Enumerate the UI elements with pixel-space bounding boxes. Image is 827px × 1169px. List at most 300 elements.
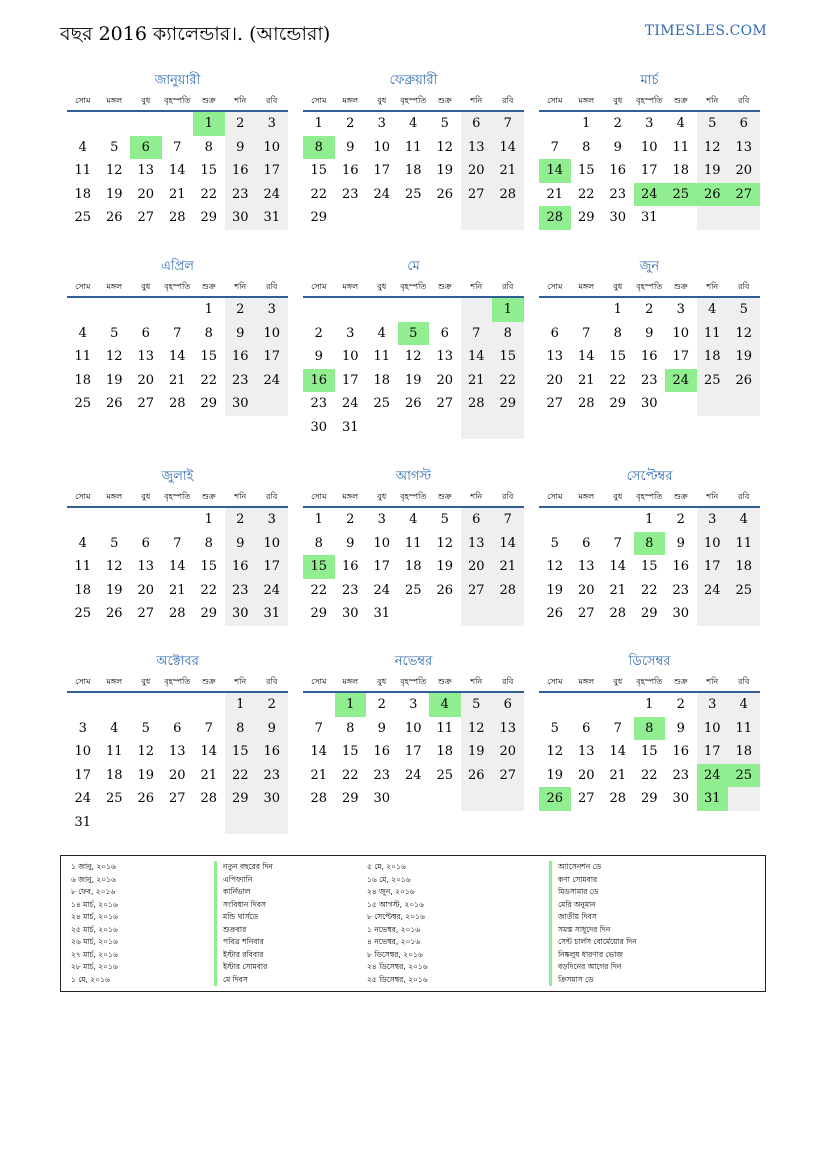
day-cell[interactable]: 16 (225, 345, 257, 369)
day-cell[interactable]: 23 (672, 582, 690, 598)
day-cell[interactable]: 25 (74, 396, 92, 412)
day-cell[interactable]: 6 (141, 325, 150, 341)
day-cell[interactable]: 19 (728, 345, 760, 369)
day-cell[interactable]: 18 (728, 555, 760, 579)
day-cell[interactable]: 19 (436, 163, 454, 179)
day-cell[interactable]: 29 (310, 210, 328, 226)
day-cell[interactable]: 25 (697, 369, 729, 393)
day-cell[interactable]: 21 (546, 186, 564, 202)
day-cell[interactable]: 16 (256, 740, 288, 764)
day-cell[interactable]: 4 (429, 693, 461, 717)
day-cell[interactable]: 10 (256, 322, 288, 346)
day-cell[interactable]: 2 (314, 325, 323, 341)
day-cell[interactable]: 29 (200, 210, 218, 226)
day-cell[interactable]: 17 (697, 740, 729, 764)
day-cell[interactable]: 18 (728, 740, 760, 764)
day-cell[interactable]: 12 (137, 744, 155, 760)
day-cell[interactable]: 4 (409, 116, 418, 132)
day-cell[interactable]: 2 (346, 116, 355, 132)
day-cell[interactable]: 8 (634, 532, 666, 556)
day-cell[interactable]: 1 (492, 298, 524, 322)
day-cell[interactable]: 5 (110, 139, 119, 155)
day-cell[interactable]: 26 (105, 210, 123, 226)
day-cell[interactable]: 20 (436, 372, 454, 388)
day-cell[interactable]: 7 (173, 535, 182, 551)
day-cell[interactable]: 17 (256, 159, 288, 183)
day-cell[interactable]: 19 (546, 582, 564, 598)
day-cell[interactable]: 16 (341, 559, 359, 575)
day-cell[interactable]: 26 (436, 186, 454, 202)
day-cell[interactable]: 31 (341, 419, 359, 435)
day-cell[interactable]: 4 (78, 535, 87, 551)
day-cell[interactable]: 6 (461, 508, 493, 532)
day-cell[interactable]: 19 (105, 186, 123, 202)
day-cell[interactable]: 18 (74, 186, 92, 202)
day-cell[interactable]: 4 (78, 325, 87, 341)
day-cell[interactable]: 13 (546, 349, 564, 365)
day-cell[interactable]: 31 (373, 606, 391, 622)
day-cell[interactable]: 17 (373, 163, 391, 179)
day-cell[interactable]: 15 (492, 345, 524, 369)
day-cell[interactable]: 28 (539, 206, 571, 230)
day-cell[interactable]: 18 (74, 372, 92, 388)
day-cell[interactable]: 9 (676, 535, 685, 551)
day-cell[interactable]: 30 (373, 791, 391, 807)
day-cell[interactable]: 6 (728, 112, 760, 136)
day-cell[interactable]: 14 (609, 744, 627, 760)
day-cell[interactable]: 6 (173, 720, 182, 736)
day-cell[interactable]: 19 (546, 767, 564, 783)
day-cell[interactable]: 4 (728, 693, 760, 717)
day-cell[interactable]: 11 (105, 744, 123, 760)
day-cell[interactable]: 8 (204, 535, 213, 551)
day-cell[interactable]: 28 (609, 606, 627, 622)
day-cell[interactable]: 1 (225, 693, 257, 717)
day-cell[interactable]: 12 (404, 349, 422, 365)
day-cell[interactable]: 21 (609, 767, 627, 783)
day-cell[interactable]: 10 (256, 532, 288, 556)
day-cell[interactable]: 11 (436, 720, 454, 736)
day-cell[interactable]: 5 (728, 298, 760, 322)
day-cell[interactable]: 15 (303, 555, 335, 579)
day-cell[interactable]: 4 (728, 508, 760, 532)
day-cell[interactable]: 11 (672, 139, 690, 155)
day-cell[interactable]: 24 (373, 582, 391, 598)
day-cell[interactable]: 16 (225, 555, 257, 579)
day-cell[interactable]: 12 (436, 535, 454, 551)
day-cell[interactable]: 12 (436, 139, 454, 155)
day-cell[interactable]: 12 (697, 136, 729, 160)
day-cell[interactable]: 14 (200, 744, 218, 760)
day-cell[interactable]: 19 (105, 372, 123, 388)
day-cell[interactable]: 1 (335, 693, 367, 717)
day-cell[interactable]: 23 (341, 186, 359, 202)
day-cell[interactable]: 9 (613, 139, 622, 155)
day-cell[interactable]: 8 (492, 322, 524, 346)
day-cell[interactable]: 17 (697, 555, 729, 579)
day-cell[interactable]: 5 (110, 325, 119, 341)
day-cell[interactable]: 25 (665, 183, 697, 207)
day-cell[interactable]: 15 (577, 163, 595, 179)
day-cell[interactable]: 13 (577, 744, 595, 760)
day-cell[interactable]: 27 (168, 791, 186, 807)
day-cell[interactable]: 19 (697, 159, 729, 183)
day-cell[interactable]: 2 (225, 298, 257, 322)
day-cell[interactable]: 14 (539, 159, 571, 183)
day-cell[interactable]: 28 (609, 791, 627, 807)
day-cell[interactable]: 30 (256, 787, 288, 811)
day-cell[interactable]: 26 (105, 396, 123, 412)
day-cell[interactable]: 30 (225, 602, 257, 626)
day-cell[interactable]: 12 (546, 744, 564, 760)
day-cell[interactable]: 5 (440, 512, 449, 528)
day-cell[interactable]: 19 (461, 740, 493, 764)
day-cell[interactable]: 28 (577, 396, 595, 412)
day-cell[interactable]: 16 (672, 744, 690, 760)
day-cell[interactable]: 10 (373, 139, 391, 155)
day-cell[interactable]: 21 (168, 582, 186, 598)
day-cell[interactable]: 1 (193, 112, 225, 136)
day-cell[interactable]: 2 (613, 116, 622, 132)
day-cell[interactable]: 4 (110, 720, 119, 736)
day-cell[interactable]: 2 (676, 697, 685, 713)
day-cell[interactable]: 25 (373, 396, 391, 412)
day-cell[interactable]: 27 (577, 606, 595, 622)
site-name[interactable]: TIMESLES.COM (644, 23, 767, 39)
day-cell[interactable]: 26 (404, 396, 422, 412)
day-cell[interactable]: 9 (314, 349, 323, 365)
day-cell[interactable]: 23 (640, 372, 658, 388)
day-cell[interactable]: 2 (645, 302, 654, 318)
day-cell[interactable]: 16 (640, 349, 658, 365)
day-cell[interactable]: 20 (137, 372, 155, 388)
day-cell[interactable]: 26 (728, 369, 760, 393)
day-cell[interactable]: 11 (74, 163, 92, 179)
day-cell[interactable]: 28 (168, 396, 186, 412)
day-cell[interactable]: 20 (728, 159, 760, 183)
day-cell[interactable]: 16 (341, 163, 359, 179)
day-cell[interactable]: 5 (550, 535, 559, 551)
day-cell[interactable]: 22 (200, 186, 218, 202)
day-cell[interactable]: 24 (256, 579, 288, 603)
day-cell[interactable]: 21 (310, 767, 328, 783)
day-cell[interactable]: 14 (577, 349, 595, 365)
day-cell[interactable]: 8 (204, 325, 213, 341)
day-cell[interactable]: 25 (74, 606, 92, 622)
day-cell[interactable]: 22 (577, 186, 595, 202)
day-cell[interactable]: 28 (200, 791, 218, 807)
day-cell[interactable]: 10 (341, 349, 359, 365)
day-cell[interactable]: 24 (256, 369, 288, 393)
day-cell[interactable]: 30 (225, 206, 257, 230)
day-cell[interactable]: 16 (225, 159, 257, 183)
day-cell[interactable]: 30 (609, 210, 627, 226)
day-cell[interactable]: 23 (310, 396, 328, 412)
day-cell[interactable]: 8 (582, 139, 591, 155)
day-cell[interactable]: 8 (314, 535, 323, 551)
day-cell[interactable]: 2 (377, 697, 386, 713)
day-cell[interactable]: 13 (168, 744, 186, 760)
day-cell[interactable]: 15 (341, 744, 359, 760)
day-cell[interactable]: 5 (398, 322, 430, 346)
day-cell[interactable]: 19 (436, 559, 454, 575)
day-cell[interactable]: 10 (697, 532, 729, 556)
day-cell[interactable]: 25 (74, 210, 92, 226)
day-cell[interactable]: 11 (728, 532, 760, 556)
day-cell[interactable]: 16 (672, 559, 690, 575)
day-cell[interactable]: 21 (609, 582, 627, 598)
day-cell[interactable]: 18 (404, 163, 422, 179)
day-cell[interactable]: 21 (492, 159, 524, 183)
day-cell[interactable]: 13 (137, 349, 155, 365)
day-cell[interactable]: 15 (640, 559, 658, 575)
day-cell[interactable]: 12 (105, 349, 123, 365)
day-cell[interactable]: 26 (461, 764, 493, 788)
day-cell[interactable]: 24 (74, 791, 92, 807)
day-cell[interactable]: 8 (225, 717, 257, 741)
day-cell[interactable]: 15 (310, 163, 328, 179)
day-cell[interactable]: 24 (373, 186, 391, 202)
day-cell[interactable]: 23 (256, 764, 288, 788)
day-cell[interactable]: 29 (492, 392, 524, 416)
day-cell[interactable]: 2 (225, 112, 257, 136)
day-cell[interactable]: 27 (546, 396, 564, 412)
day-cell[interactable]: 18 (672, 163, 690, 179)
day-cell[interactable]: 30 (672, 606, 690, 622)
day-cell[interactable]: 18 (436, 744, 454, 760)
day-cell[interactable]: 13 (577, 559, 595, 575)
day-cell[interactable]: 23 (672, 767, 690, 783)
day-cell[interactable]: 15 (200, 559, 218, 575)
day-cell[interactable]: 23 (341, 582, 359, 598)
day-cell[interactable]: 23 (225, 579, 257, 603)
day-cell[interactable]: 9 (346, 535, 355, 551)
day-cell[interactable]: 3 (377, 116, 386, 132)
day-cell[interactable]: 7 (314, 720, 323, 736)
day-cell[interactable]: 6 (461, 112, 493, 136)
day-cell[interactable]: 6 (582, 535, 591, 551)
day-cell[interactable]: 20 (168, 767, 186, 783)
day-cell[interactable]: 30 (341, 606, 359, 622)
day-cell[interactable]: 7 (613, 720, 622, 736)
day-cell[interactable]: 3 (377, 512, 386, 528)
day-cell[interactable]: 17 (256, 555, 288, 579)
day-cell[interactable]: 13 (461, 532, 493, 556)
day-cell[interactable]: 5 (697, 112, 729, 136)
day-cell[interactable]: 22 (200, 372, 218, 388)
day-cell[interactable]: 27 (461, 579, 493, 603)
day-cell[interactable]: 1 (204, 302, 213, 318)
day-cell[interactable]: 27 (492, 764, 524, 788)
day-cell[interactable]: 17 (640, 163, 658, 179)
day-cell[interactable]: 3 (697, 508, 729, 532)
day-cell[interactable]: 15 (200, 349, 218, 365)
day-cell[interactable]: 11 (74, 349, 92, 365)
day-cell[interactable]: 3 (346, 325, 355, 341)
day-cell[interactable]: 1 (314, 512, 323, 528)
day-cell[interactable]: 15 (609, 349, 627, 365)
day-cell[interactable]: 10 (640, 139, 658, 155)
day-cell[interactable]: 9 (676, 720, 685, 736)
day-cell[interactable]: 22 (492, 369, 524, 393)
day-cell[interactable]: 29 (640, 791, 658, 807)
day-cell[interactable]: 29 (609, 396, 627, 412)
day-cell[interactable]: 6 (582, 720, 591, 736)
day-cell[interactable]: 25 (105, 791, 123, 807)
day-cell[interactable]: 23 (225, 369, 257, 393)
day-cell[interactable]: 24 (665, 369, 697, 393)
day-cell[interactable]: 7 (550, 139, 559, 155)
day-cell[interactable]: 12 (461, 717, 493, 741)
day-cell[interactable]: 10 (672, 325, 690, 341)
day-cell[interactable]: 16 (303, 369, 335, 393)
day-cell[interactable]: 7 (173, 325, 182, 341)
day-cell[interactable]: 29 (341, 791, 359, 807)
day-cell[interactable]: 11 (373, 349, 391, 365)
day-cell[interactable]: 8 (346, 720, 355, 736)
day-cell[interactable]: 9 (225, 136, 257, 160)
day-cell[interactable]: 25 (404, 582, 422, 598)
day-cell[interactable]: 25 (728, 579, 760, 603)
day-cell[interactable]: 7 (582, 325, 591, 341)
day-cell[interactable]: 13 (492, 717, 524, 741)
day-cell[interactable]: 3 (256, 298, 288, 322)
day-cell[interactable]: 7 (204, 720, 213, 736)
day-cell[interactable]: 6 (130, 136, 162, 160)
day-cell[interactable]: 1 (582, 116, 591, 132)
day-cell[interactable]: 5 (461, 693, 493, 717)
day-cell[interactable]: 17 (373, 559, 391, 575)
day-cell[interactable]: 15 (640, 744, 658, 760)
day-cell[interactable]: 3 (697, 693, 729, 717)
day-cell[interactable]: 22 (310, 582, 328, 598)
day-cell[interactable]: 28 (492, 579, 524, 603)
day-cell[interactable]: 11 (697, 322, 729, 346)
day-cell[interactable]: 8 (613, 325, 622, 341)
day-cell[interactable]: 21 (492, 555, 524, 579)
day-cell[interactable]: 24 (697, 764, 729, 788)
day-cell[interactable]: 8 (303, 136, 335, 160)
day-cell[interactable]: 13 (137, 559, 155, 575)
day-cell[interactable]: 7 (613, 535, 622, 551)
day-cell[interactable]: 21 (168, 372, 186, 388)
day-cell[interactable]: 1 (645, 512, 654, 528)
day-cell[interactable]: 17 (672, 349, 690, 365)
day-cell[interactable]: 4 (676, 116, 685, 132)
day-cell[interactable]: 5 (141, 720, 150, 736)
day-cell[interactable]: 17 (404, 744, 422, 760)
day-cell[interactable]: 6 (550, 325, 559, 341)
day-cell[interactable]: 3 (409, 697, 418, 713)
day-cell[interactable]: 18 (697, 345, 729, 369)
day-cell[interactable]: 1 (314, 116, 323, 132)
day-cell[interactable]: 20 (461, 159, 493, 183)
day-cell[interactable]: 21 (577, 372, 595, 388)
day-cell[interactable]: 29 (310, 606, 328, 622)
day-cell[interactable]: 12 (105, 559, 123, 575)
day-cell[interactable]: 4 (377, 325, 386, 341)
day-cell[interactable]: 11 (404, 139, 422, 155)
day-cell[interactable]: 25 (728, 764, 760, 788)
day-cell[interactable]: 14 (492, 136, 524, 160)
day-cell[interactable]: 28 (168, 606, 186, 622)
day-cell[interactable]: 10 (373, 535, 391, 551)
day-cell[interactable]: 20 (546, 372, 564, 388)
day-cell[interactable]: 26 (137, 791, 155, 807)
day-cell[interactable]: 5 (440, 116, 449, 132)
day-cell[interactable]: 24 (256, 183, 288, 207)
day-cell[interactable]: 25 (404, 186, 422, 202)
day-cell[interactable]: 20 (137, 582, 155, 598)
day-cell[interactable]: 16 (373, 744, 391, 760)
day-cell[interactable]: 11 (74, 559, 92, 575)
day-cell[interactable]: 20 (577, 767, 595, 783)
day-cell[interactable]: 19 (404, 372, 422, 388)
day-cell[interactable]: 2 (225, 508, 257, 532)
day-cell[interactable]: 22 (640, 767, 658, 783)
day-cell[interactable]: 24 (634, 183, 666, 207)
day-cell[interactable]: 22 (609, 372, 627, 388)
day-cell[interactable]: 9 (645, 325, 654, 341)
day-cell[interactable]: 26 (546, 606, 564, 622)
day-cell[interactable]: 9 (225, 322, 257, 346)
day-cell[interactable]: 2 (256, 693, 288, 717)
day-cell[interactable]: 7 (492, 508, 524, 532)
day-cell[interactable]: 18 (404, 559, 422, 575)
day-cell[interactable]: 17 (256, 345, 288, 369)
day-cell[interactable]: 24 (697, 579, 729, 603)
day-cell[interactable]: 22 (640, 582, 658, 598)
day-cell[interactable]: 31 (74, 814, 92, 830)
day-cell[interactable]: 14 (168, 163, 186, 179)
day-cell[interactable]: 4 (409, 512, 418, 528)
day-cell[interactable]: 9 (225, 532, 257, 556)
day-cell[interactable]: 22 (341, 767, 359, 783)
day-cell[interactable]: 9 (377, 720, 386, 736)
day-cell[interactable]: 5 (550, 720, 559, 736)
day-cell[interactable]: 29 (225, 787, 257, 811)
day-cell[interactable]: 7 (461, 322, 493, 346)
day-cell[interactable]: 20 (461, 555, 493, 579)
day-cell[interactable]: 5 (110, 535, 119, 551)
day-cell[interactable]: 19 (137, 767, 155, 783)
day-cell[interactable]: 13 (436, 349, 454, 365)
day-cell[interactable]: 18 (74, 582, 92, 598)
day-cell[interactable]: 8 (634, 717, 666, 741)
day-cell[interactable]: 7 (492, 112, 524, 136)
day-cell[interactable]: 23 (373, 767, 391, 783)
day-cell[interactable]: 25 (436, 767, 454, 783)
day-cell[interactable]: 14 (168, 559, 186, 575)
day-cell[interactable]: 28 (310, 791, 328, 807)
day-cell[interactable]: 20 (577, 582, 595, 598)
day-cell[interactable]: 12 (105, 163, 123, 179)
day-cell[interactable]: 26 (436, 582, 454, 598)
day-cell[interactable]: 3 (676, 302, 685, 318)
day-cell[interactable]: 22 (310, 186, 328, 202)
day-cell[interactable]: 17 (74, 767, 92, 783)
day-cell[interactable]: 24 (341, 396, 359, 412)
day-cell[interactable]: 26 (105, 606, 123, 622)
day-cell[interactable]: 4 (78, 139, 87, 155)
day-cell[interactable]: 10 (74, 744, 92, 760)
day-cell[interactable]: 13 (461, 136, 493, 160)
day-cell[interactable]: 12 (546, 559, 564, 575)
day-cell[interactable]: 31 (256, 206, 288, 230)
day-cell[interactable]: 1 (204, 512, 213, 528)
day-cell[interactable]: 4 (697, 298, 729, 322)
day-cell[interactable]: 29 (200, 606, 218, 622)
